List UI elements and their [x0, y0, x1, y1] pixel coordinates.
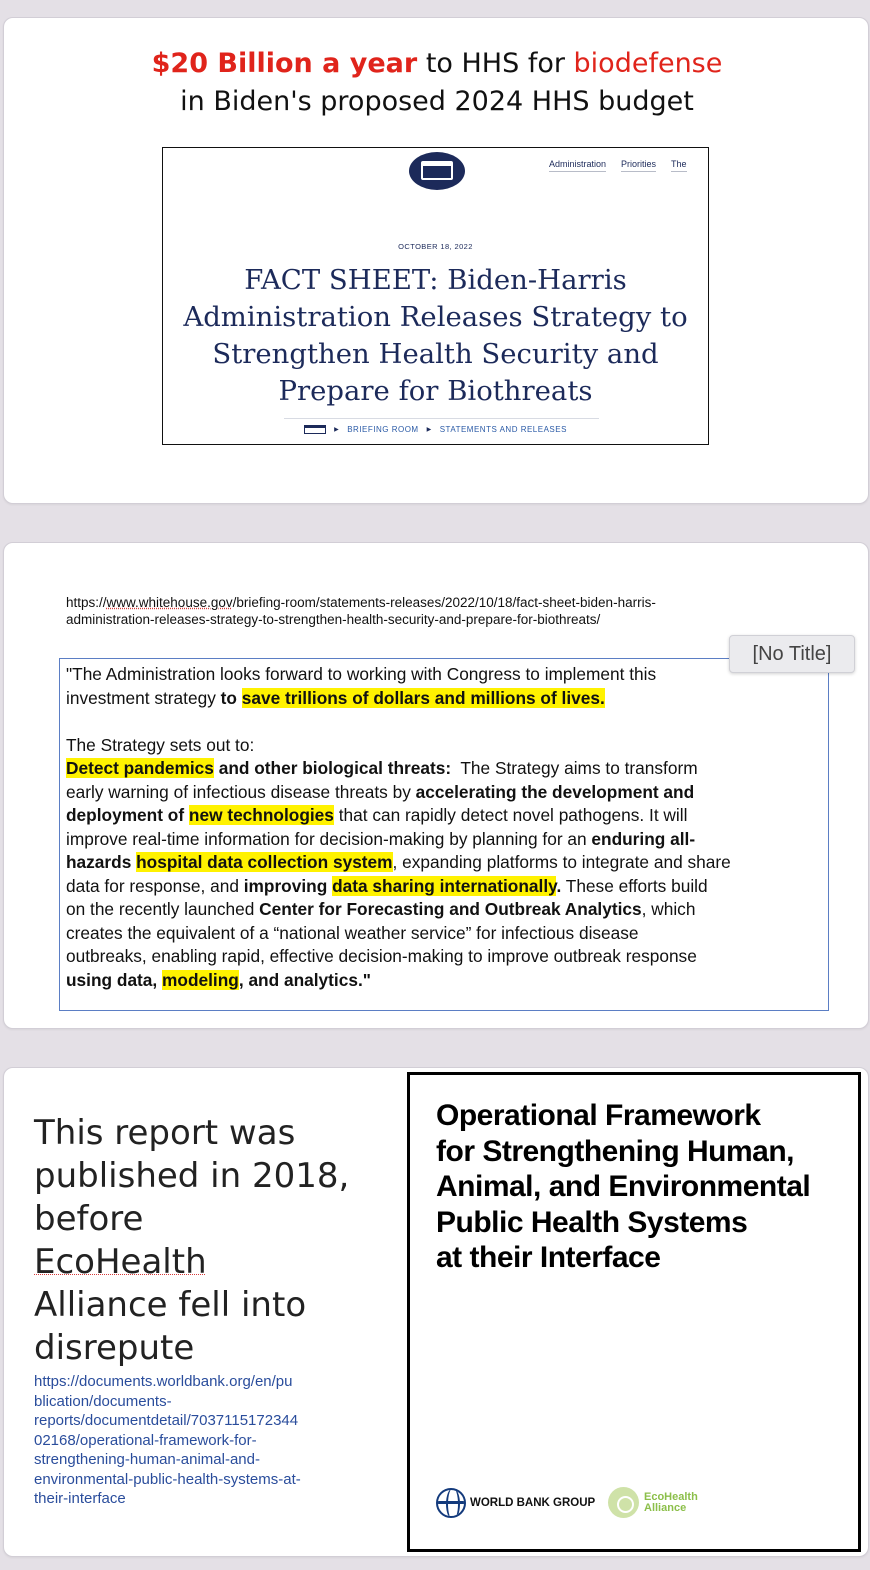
fact-sheet-date: OCTOBER 18, 2022	[398, 242, 473, 251]
report-cover-image	[407, 1072, 861, 1552]
link-line: their-interface	[34, 1490, 126, 1507]
chevron-right-icon: ▶	[334, 427, 340, 433]
title-biodefense: biodefense	[573, 48, 723, 79]
report-line: Alliance fell into	[34, 1285, 307, 1325]
ecohealth-logo	[608, 1487, 698, 1518]
nav-priorities: Priorities	[621, 159, 656, 172]
quote-line	[66, 969, 822, 993]
quote-bold: to	[220, 687, 242, 708]
slide-operational-framework[interactable]	[3, 1067, 869, 1557]
fact-sheet-headline	[163, 262, 708, 410]
world-bank-logo	[436, 1488, 595, 1518]
quote-line	[66, 875, 822, 899]
report-line: disrepute	[34, 1328, 195, 1368]
quote-bold: deployment of	[66, 805, 189, 825]
link-line: reports/documentdetail/7037115172344	[34, 1412, 299, 1429]
world-bank-label: WORLD BANK GROUP	[470, 1497, 596, 1509]
quote-bold: .	[556, 875, 562, 896]
quote-bold: accelerating the development and	[415, 781, 695, 802]
breadcrumb	[163, 425, 708, 434]
url-line: administration-releases-strategy-to-strengthen-health-security-and-prepare-for-biothreats/	[66, 612, 601, 627]
link-line: https://documents.worldbank.org/en/pu	[34, 1373, 293, 1390]
quote-line	[66, 804, 822, 828]
slide-title-line-2: in Biden's proposed 2024 HHS budget	[180, 86, 694, 117]
report-note	[34, 1112, 349, 1370]
nav-the: The	[671, 159, 687, 172]
slide-biodefense-budget[interactable]	[3, 17, 869, 504]
highlight-detect-pandemics: Detect pandemics	[66, 758, 214, 778]
report-ecohealth: EcoHealth	[34, 1242, 207, 1282]
breadcrumb-briefing-room: BRIEFING ROOM	[347, 425, 419, 434]
quote-span: The Strategy aims to transform	[451, 758, 698, 778]
whitehouse-icon	[304, 425, 326, 434]
whitehouse-screenshot	[162, 147, 709, 445]
report-line: published in 2018,	[34, 1156, 350, 1196]
highlight-new-technologies: new technologies	[188, 805, 334, 825]
no-title-tooltip: [No Title]	[729, 635, 855, 673]
link-line: 02168/operational-framework-for-	[34, 1431, 257, 1449]
ecohealth-line: EcoHealth	[644, 1490, 698, 1503]
slide-strategy-quote[interactable]	[3, 542, 869, 1029]
url-scheme: https://	[66, 595, 107, 610]
quote-line	[66, 687, 822, 711]
quote-bold: and other biological threats:	[213, 758, 452, 778]
title-middle: to HHS for	[417, 48, 574, 79]
ecohealth-label	[644, 1492, 698, 1514]
highlight-save-trillions: save trillions of dollars and millions of lives.	[241, 687, 605, 708]
quote-span: on the recently launched	[66, 899, 260, 919]
quote-span: These efforts build	[561, 875, 708, 896]
highlight-modeling: modeling	[162, 969, 239, 990]
divider	[284, 418, 599, 419]
worldbank-link[interactable]	[34, 1372, 301, 1509]
cover-title-line: at their Interface	[436, 1241, 661, 1274]
breadcrumb-statements: STATEMENTS AND RELEASES	[439, 425, 567, 434]
quote-bold: hazards	[66, 852, 137, 872]
url-line	[66, 594, 656, 611]
whitehouse-nav	[549, 159, 687, 172]
cover-title-line: Animal, and Environmental	[436, 1170, 811, 1203]
quote-line	[66, 898, 822, 922]
slide-title-line-1	[4, 48, 869, 79]
highlight-hospital-data: hospital data collection system	[136, 852, 393, 872]
quote-blank-line	[66, 710, 822, 734]
ecohealth-icon	[608, 1487, 639, 1518]
quote-line: outbreaks, enabling rapid, effective decision-making to improve outbreak response	[66, 946, 697, 966]
quote-line	[66, 851, 822, 875]
quote-line: creates the equivalent of a “national weather service” for infectious disease	[66, 922, 639, 943]
chevron-right-icon: ▶	[426, 427, 432, 433]
cover-title-line: for Strengthening Human,	[436, 1134, 794, 1168]
quote-bold: using data,	[66, 969, 163, 990]
quote-span: investment strategy	[66, 687, 221, 708]
report-line	[34, 1198, 349, 1284]
link-line: blication/documents-	[34, 1392, 172, 1410]
link-line: strengthening-human-animal-and-	[34, 1451, 260, 1468]
cover-title	[436, 1098, 810, 1276]
quote-line	[66, 828, 822, 852]
quote-line	[66, 781, 822, 805]
quote-bold: , and analytics."	[238, 969, 371, 990]
quote-bold: Center for Forecasting and Outbreak Analytics	[259, 899, 642, 919]
highlight-data-sharing: data sharing internationally	[332, 875, 557, 896]
quote-span: data for response, and	[66, 875, 244, 896]
quote-line	[66, 757, 822, 781]
globe-icon	[436, 1488, 466, 1518]
url-path: /briefing-room/statements-releases/2022/10/18/fact-sheet-biden-harris-	[232, 595, 656, 610]
title-amount: $20 Billion a year	[151, 48, 418, 79]
headline-line: Strengthen Health Security and	[212, 338, 659, 370]
ecohealth-line: Alliance	[644, 1501, 687, 1514]
whitehouse-seal-icon	[409, 152, 465, 190]
cover-title-line: Public Health Systems	[436, 1205, 748, 1239]
headline-line: Administration Releases Strategy to	[183, 301, 688, 333]
quote-span: early warning of infectious disease threats by	[66, 781, 416, 802]
cover-title-line: Operational Framework	[436, 1099, 761, 1132]
source-url[interactable]	[66, 594, 656, 628]
report-line: This report was	[34, 1113, 296, 1153]
quote-line: "The Administration looks forward to working with Congress to implement this	[66, 664, 657, 684]
headline-line: Prepare for Biothreats	[278, 375, 593, 407]
quote-bold: enduring all-	[591, 828, 696, 849]
quote-span: that can rapidly detect novel pathogens. It will	[333, 805, 688, 825]
headline-line: FACT SHEET: Biden-Harris	[244, 264, 627, 296]
nav-administration: Administration	[549, 159, 606, 172]
quote-bold: improving	[243, 875, 333, 896]
url-domain: www.whitehouse.gov	[106, 595, 233, 610]
report-word: before	[34, 1199, 155, 1239]
quote-text-box[interactable]	[59, 658, 829, 1011]
quote-span: , which	[641, 899, 696, 919]
quote-span: , expanding platforms to integrate and share	[392, 852, 731, 872]
quote-span: improve real-time information for decision-making by planning for an	[66, 828, 592, 849]
quote-line: The Strategy sets out to:	[66, 734, 255, 755]
link-line: environmental-public-health-systems-at-	[34, 1470, 301, 1488]
